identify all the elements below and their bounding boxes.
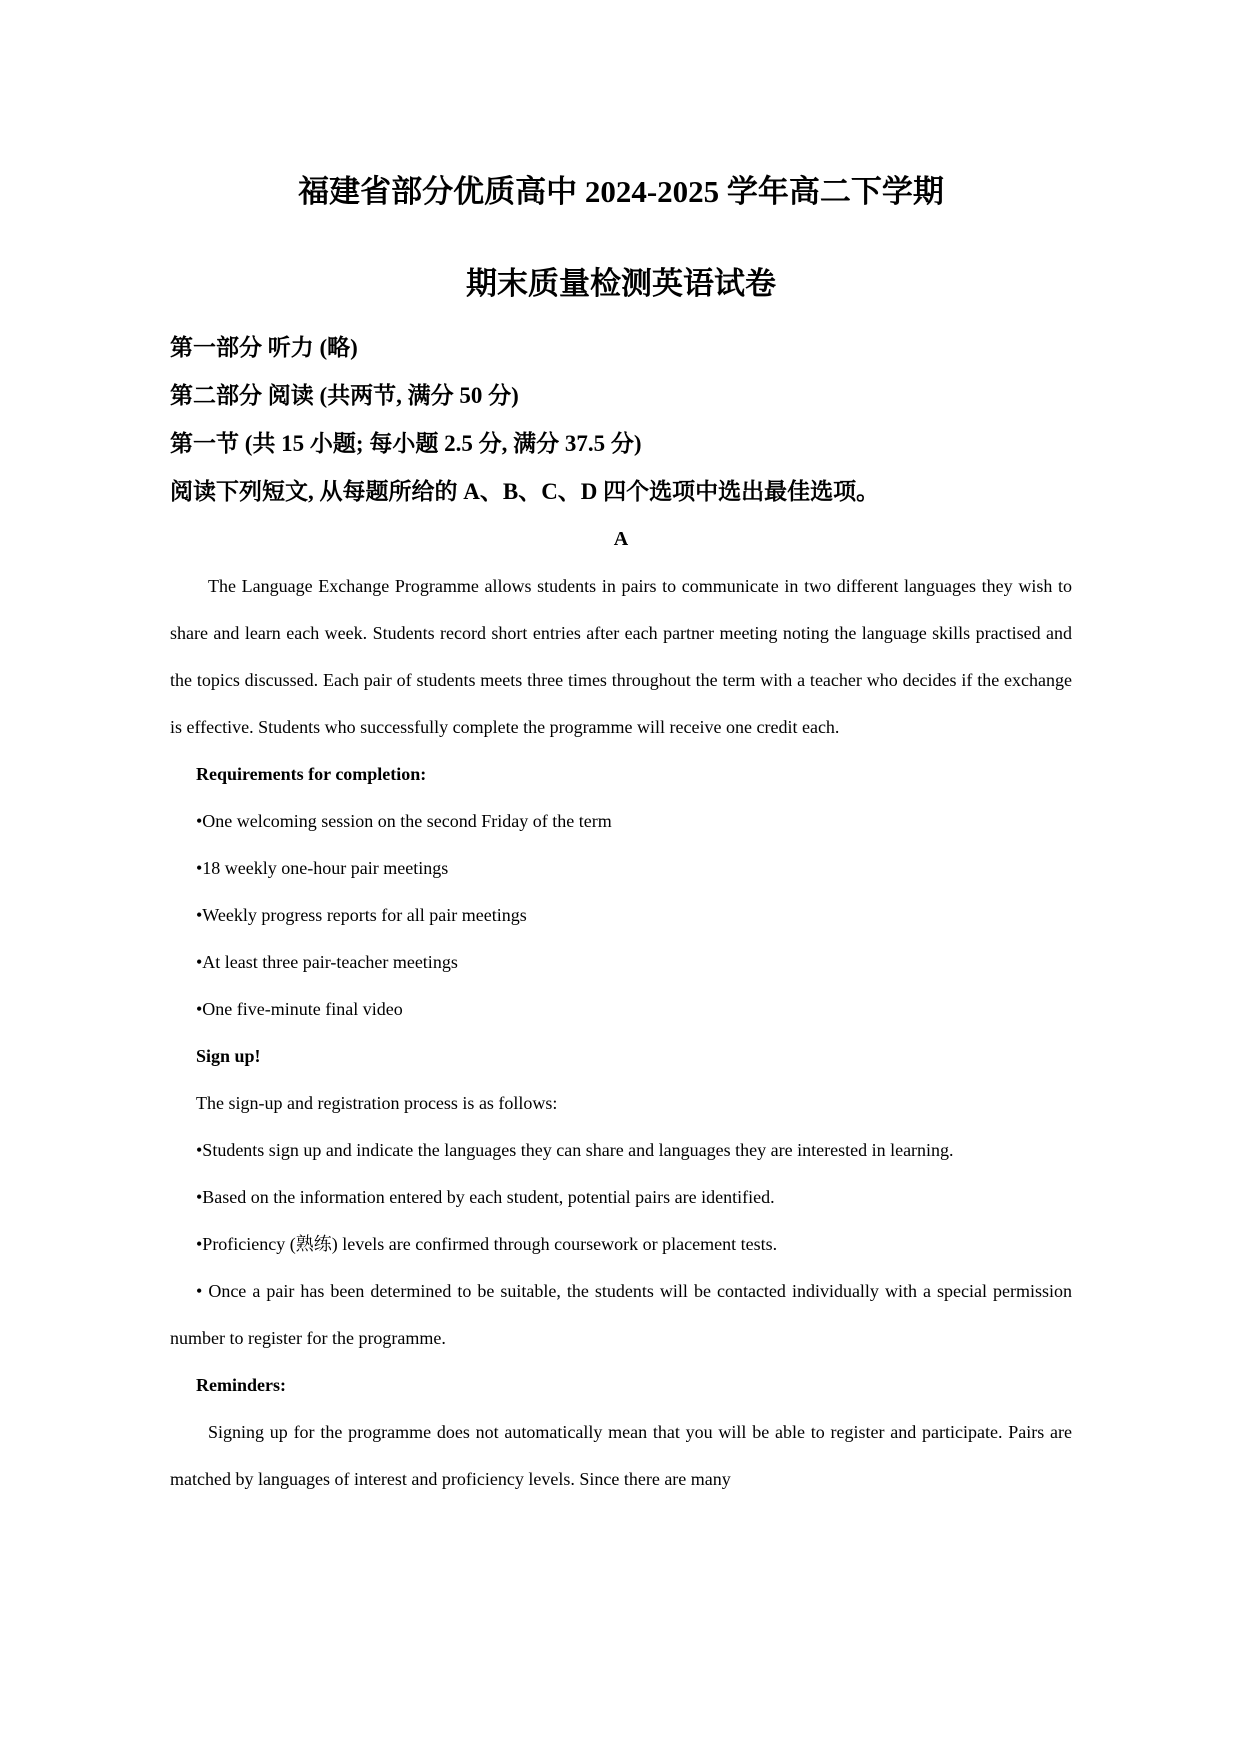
reminders-heading: Reminders: — [196, 1375, 286, 1395]
document-body — [170, 0, 1072, 1503]
requirement-item: •Weekly progress reports for all pair meetings — [196, 905, 527, 925]
requirement-item: •At least three pair-teacher meetings — [196, 952, 458, 972]
requirements-heading: Requirements for completion: — [196, 764, 427, 784]
reading-instruction: 阅读下列短文, 从每题所给的 A、B、C、D 四个选项中选出最佳选项。 — [170, 479, 880, 504]
part2-reading-heading: 第二部分 阅读 (共两节, 满分 50 分) — [170, 383, 519, 408]
passage-intro-paragraph: The Language Exchange Programme allows students in pairs to communicate in two different languages they wish to share and learn each week. Students record short entries after each partner meeting noting the language skills practised and the topics discussed. Each pair of students meets three times throughout the term with a teacher who decides if the exchange is effective. Students who successfully complete the programme will receive one credit each. — [170, 576, 1072, 737]
passage-a-label: A — [613, 528, 629, 550]
part1-listening-heading: 第一部分 听力 (略) — [170, 335, 358, 360]
sign-up-item: •Based on the information entered by each student, potential pairs are identified. — [196, 1187, 775, 1207]
exam-title-line2: 期末质量检测英语试卷 — [466, 266, 776, 301]
sign-up-item: • Once a pair has been determined to be suitable, the students will be contacted individually with a special permission number to register for the programme. — [170, 1281, 1072, 1348]
sign-up-heading: Sign up! — [196, 1046, 261, 1066]
requirement-item: •One welcoming session on the second Friday of the term — [196, 811, 612, 831]
reminders-paragraph: Signing up for the programme does not automatically mean that you will be able to register and participate. Pairs are matched by languages of interest and proficiency levels. Since there are many — [170, 1422, 1072, 1489]
section1-heading: 第一节 (共 15 小题; 每小题 2.5 分, 满分 37.5 分) — [170, 431, 642, 456]
requirement-item: •18 weekly one-hour pair meetings — [196, 858, 449, 878]
sign-up-intro: The sign-up and registration process is as follows: — [196, 1093, 558, 1113]
sign-up-item: •Students sign up and indicate the languages they can share and languages they are interested in learning. — [196, 1140, 954, 1160]
passage-a-body — [170, 563, 1072, 1503]
exam-title-line1: 福建省部分优质高中 2024-2025 学年高二下学期 — [298, 174, 944, 209]
sign-up-item: •Proficiency (熟练) levels are confirmed through coursework or placement tests. — [196, 1234, 778, 1254]
section-headings — [170, 324, 1072, 516]
requirement-item: •One five-minute final video — [196, 999, 403, 1019]
